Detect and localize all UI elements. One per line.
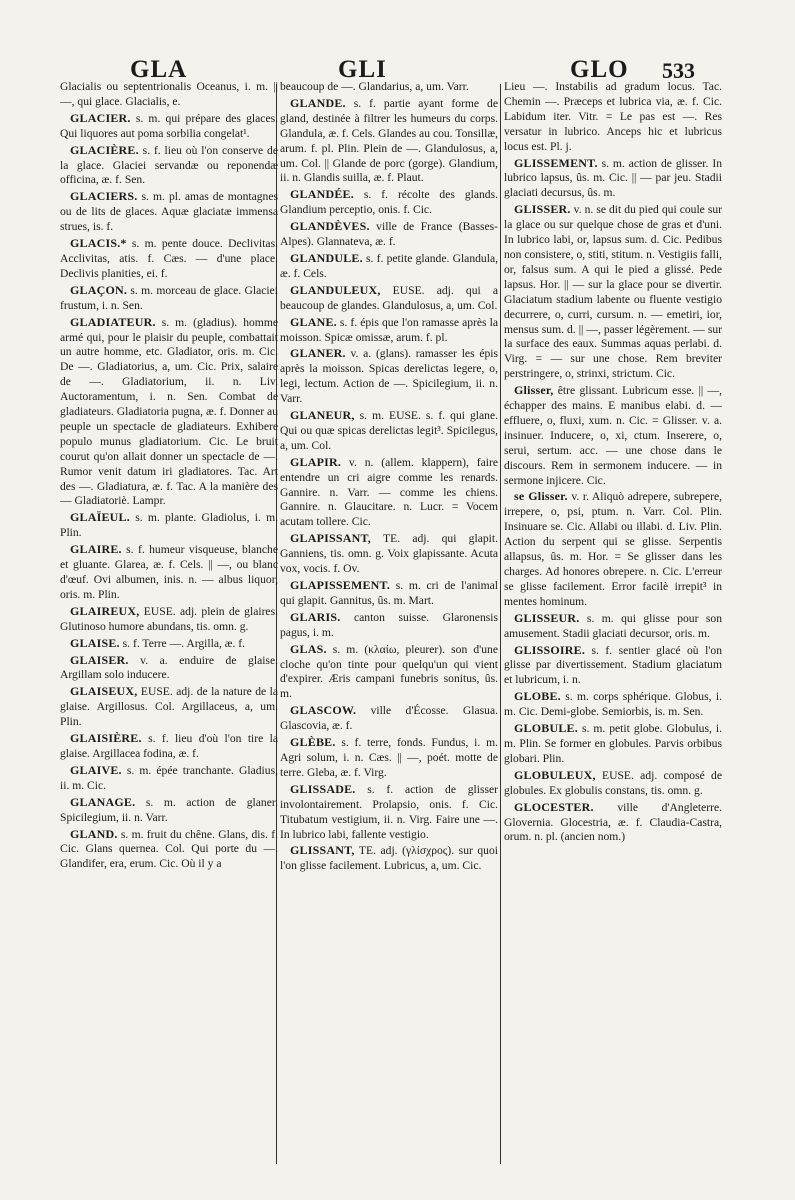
entry-headword: GLANDULE. <box>290 250 363 265</box>
entry-headword: GLAPISSEMENT. <box>290 578 391 592</box>
dictionary-entry <box>280 735 498 781</box>
dictionary-entry <box>60 510 278 541</box>
entry-headword: GLAIVE. <box>70 762 122 777</box>
entry-text: EUSE. adj. composé de globules. Ex globulis constans, tis. omn. g. <box>504 768 722 797</box>
dictionary-entry <box>280 283 498 314</box>
entry-text: s. m. EUSE. s. f. qui glane. Qui ou quæ spicas derelictas legit³. Spicilegus, a, um. Col. <box>280 409 498 452</box>
entry-text: s. m. qui glisse pour son amusement. Stadii glaciati decursor, oris. m. <box>504 611 722 640</box>
column-middle <box>280 80 498 1170</box>
left-guide-word: GLA <box>130 56 188 83</box>
entry-text: s. f. récolte des glands. Glandium perceptio, onis. f. Cic. <box>280 188 498 217</box>
dictionary-entry <box>60 653 278 684</box>
entry-headword: GLANDE. <box>290 95 346 110</box>
entry-headword: GLADIATEUR. <box>70 314 156 329</box>
dictionary-entry <box>60 604 278 635</box>
entry-text: s. m. pl. amas de montagnes ou de lits de glaces. Aquæ glaciatæ immensa strues, is. f. <box>60 190 278 234</box>
entry-text: s. m. plante. Gladiolus, i. m. Plin. <box>60 511 278 540</box>
entry-text: s. m. corps sphérique. Globus, i. m. Cic. Demi-globe. Semiorbis, is. m. Sen. <box>504 690 722 719</box>
entry-headword: GLAIREUX, <box>70 603 140 618</box>
entry-text: ville de France (Basses-Alpes). Glannateva, æ. f. <box>280 220 498 249</box>
dictionary-entry <box>504 156 722 202</box>
entry-text: canton suisse. Glaronensis pagus, i. m. <box>280 610 498 639</box>
dictionary-entry <box>280 80 498 95</box>
dictionary-entry <box>280 531 498 577</box>
entry-headword: GLACIÈRE. <box>70 142 139 157</box>
entry-headword: GLANE. <box>290 314 337 329</box>
dictionary-entry <box>280 642 498 703</box>
entry-text: EUSE. adj. qui a beaucoup de glandes. Glandulosus, a, um. Col. <box>280 283 498 312</box>
dictionary-entry <box>60 731 278 762</box>
entry-text: beaucoup de —. Glandarius, a, um. Varr. <box>280 80 469 93</box>
dictionary-entry <box>60 684 278 730</box>
dictionary-entry <box>280 578 498 609</box>
entry-headword: GLOBE. <box>514 689 561 704</box>
dictionary-entry <box>280 703 498 734</box>
entry-text: s. m. action de glaner. Spicilegium, ii. n. Varr. <box>60 795 278 824</box>
dictionary-entry <box>280 96 498 186</box>
dictionary-entry <box>504 768 722 799</box>
dictionary-entry <box>60 763 278 794</box>
entry-text: s. m. morceau de glace. Glaciei frustum, i. n. Sen. <box>60 283 278 312</box>
entry-text: v. n. se dit du pied qui coule sur la glace ou sur quelque chose de gras et d'uni. In lubrico labi, or, lapsus sum. d. Cic. Pedibus non consistere, o, stiti, stitum. n. Vestigiis falli, or, falsus sum. A qui le pied a glissé. Pede lapsus. Hor. || — sur la glace pour se divertir. Glaciatum stadium labente ou fluente vestigio decurrere, o, curri, cursum. n. — emetiri, ior, mensus sum. d. || —, passer légèrement. — sur la surface des eaux. Summas aquas perlabi. d. Virg. = — sur une chose. Rem breviter perstringere, o, strinxi, strictum. Cic. <box>504 203 722 381</box>
entry-headword: GLANDÉE. <box>290 187 354 202</box>
dictionary-entry <box>280 782 498 843</box>
dictionary-entry <box>280 187 498 218</box>
entry-text: s. f. petite glande. Glandula, æ. f. Cels. <box>280 251 498 280</box>
dictionary-entry <box>60 80 278 110</box>
entry-text: être glissant. Lubricum esse. || —, échapper des mains. E manibus elabi. d. — effluere, o, fluxi, xum. n. Cic. = Glisser. v. a. insinuer. Inducere, o, xi, ctum. Inserere, o, serui, sertum. acc. — une chose dans le discours. Rem in sermonem inducere. — in sermone injicere. Cic. <box>504 384 722 487</box>
entry-headword: GLISSEUR. <box>514 610 580 625</box>
entry-text: s. f. partie ayant forme de gland, destinée à filtrer les humeurs du corps. Glandula, æ. f. Cels. Glandes au cou. Tonsillæ, arum. f. pl. Plin. Plein de —. Glandulosus, a, um. Col. || Glande de porc (gorge). Glandium, ii. n. Glandis suilla, æ. f. Plaut. <box>280 96 498 185</box>
entry-headword: GLISSOIRE. <box>514 642 586 657</box>
entry-text: Lieu —. Instabilis ad gradum locus. Tac. Chemin —. Præceps et lubrica via, æ. f. Cic. Labidum iter. Vitr. = Le pas est —. Res versatur in lubrico. Anceps hic et lubricus locus est. Pl. j. <box>504 80 722 153</box>
dictionary-entry <box>60 542 278 603</box>
entry-headword: GLOBULEUX, <box>514 767 596 782</box>
entry-text: ville d'Angleterre. Glovernia. Glocestria, æ. f. Claudia-Castra, orum. n. pl. (ancien nom.) <box>504 800 722 844</box>
dictionary-entry <box>280 346 498 407</box>
entry-text: EUSE. adj. plein de glaires. Glutinoso humore abundans, tis. omn. g. <box>60 604 278 633</box>
dictionary-entry <box>60 143 278 189</box>
dictionary-entry <box>280 315 498 346</box>
dictionary-entry <box>60 636 278 652</box>
dictionary-entry <box>504 689 722 720</box>
entry-headword: GLISSER. <box>514 202 571 217</box>
entry-headword: GLAPISSANT, <box>290 531 371 546</box>
entry-text: EUSE. adj. de la nature de la glaise. Argillosus. Col. Argillaceus, a, um. Plin. <box>60 685 278 729</box>
entry-text: s. m. fruit du chêne. Glans, dis. f. Cic. Glans quernea. Col. Qui porte du —. Glandifer, era, erum. Cic. Où il y a <box>60 827 278 871</box>
dictionary-entry <box>504 611 722 642</box>
dictionary-entry <box>280 455 498 531</box>
entry-text: v. r. Aliquò adrepere, subrepere, irrepere, o, psi, ptum. n. Varr. Col. Plin. Insinuare se. Cic. Allabi ou illabi. d. Liv. Plin. Action du serpent qui se glisse. Serpentis allapsus, ûs. m. Hor. = Se glisser dans les charges. Ad honores obrepere. n. Cic. L'erreur se glisse facilement. Error facilè irrepit³ in mentes hominum. <box>504 490 722 608</box>
center-guide-word: GLI <box>338 56 387 83</box>
entry-headword: GLAÏEUL. <box>70 510 130 525</box>
entry-text: s. m. cri de l'animal qui glapit. Gannitus, ûs. m. Mart. <box>280 579 498 607</box>
dictionary-entry <box>280 843 498 874</box>
dictionary-entry <box>504 202 722 382</box>
column-right <box>504 80 722 1170</box>
dictionary-entry <box>280 251 498 282</box>
entry-text: v. a. enduire de glaise. Argillam solo inducere. <box>60 653 278 682</box>
entry-headword: GLAIRE. <box>70 542 122 557</box>
column-left <box>60 80 278 1170</box>
entry-text: s. m. petit globe. Globulus, i. m. Plin. Se former en globules. Parvis orbibus globari. Plin. <box>504 722 722 765</box>
entry-headword: GLOCESTER. <box>514 799 594 814</box>
dictionary-entry <box>280 219 498 250</box>
entry-text: s. m. qui prépare des glaces. Qui liquores aut poma sorbilia congelat¹. <box>60 111 278 140</box>
entry-text: s. f. lieu d'où l'on tire la glaise. Argillacea fodina, æ. f. <box>60 732 278 760</box>
entry-text: s. m. action de glisser. In lubrico lapsus, ûs. m. Cic. || — par jeu. Stadii glaciati decursus, ûs. m. <box>504 156 722 200</box>
entry-text: s. m. épée tranchante. Gladius, ii. m. Cic. <box>60 763 278 792</box>
entry-headword: GLAISEUX, <box>70 684 138 699</box>
entry-headword: GLASCOW. <box>290 703 357 718</box>
dictionary-entry <box>504 80 722 155</box>
entry-headword: GLAISIÈRE. <box>70 731 142 746</box>
dictionary-entry <box>60 827 278 873</box>
dictionary-entry <box>280 408 498 454</box>
dictionary-entry <box>504 489 722 609</box>
entry-text: Glacialis ou septentrionalis Oceanus, i. m. || —, qui glace. Glacialis, e. <box>60 80 278 108</box>
entry-headword: GLISSADE. <box>290 781 356 796</box>
entry-text: s. f. action de glisser involontairement. Prolapsio, onis. f. Cic. Titubatum vestigium, ii. n. Virg. Faire une —. In lubrico labi, fallente vestigio. <box>280 782 498 841</box>
entry-headword: GLAÇON. <box>70 282 128 297</box>
entry-headword: GLANDÈVES. <box>290 219 370 234</box>
entry-headword: GLISSEMENT. <box>514 155 598 170</box>
entry-text: s. f. sentier glacé où l'on glisse par divertissement. Stadium glaciatum et lubricum, i. n. <box>504 643 722 687</box>
entry-headword: GLAS. <box>290 641 327 656</box>
dictionary-entry <box>504 643 722 689</box>
entry-text: s. m. (gladius). homme armé qui, pour le plaisir du peuple, combattait un autre homme, etc. Gladiator, oris. m. Cic. De —. Gladiatorius, a, um. Cic. Prix, salaire de —. Gladiatorium, ii. n. Liv. Auctoramentum, i. n. Sen. Combat de gladiateurs. Gladiatoria pugna, æ. f. Donner au peuple un spectacle de gladiateurs. Exhibere populo munus gladiatorium. Cic. Le bruit courut qu'on allait donner un spectacle de —. Rumor venit datum iri gladiatores. Tac. Art des —. Gladiatura, æ. f. Tac. A la manière des — Gladiatoriè. Lampr. <box>60 315 278 508</box>
entry-text: v. n. (allem. klappern), faire entendre un cri aigre comme les renards. Gannire. n. Varr. — comme les chiens. Gannire. n. Glaucitare. n. Lucr. = Vocem acutam tollere. Cic. <box>280 455 498 529</box>
dictionary-entry <box>60 315 278 510</box>
entry-headword: GLANAGE. <box>70 794 136 809</box>
entry-text: TE. adj. qui glapit. Ganniens, tis. omn. g. Voix glapissante. Acuta vox, vocis. f. Ov. <box>280 532 498 576</box>
entry-text: s. m. (κλαίω, pleurer). son d'une cloche qu'on tinte pour quelqu'un qui vient d'expirer. Æris campani funebris sonitus, ûs. m. <box>280 642 498 701</box>
entry-headword: GLOBULE. <box>514 721 578 736</box>
entry-text: s. f. Terre —. Argilla, æ. f. <box>119 636 246 650</box>
entry-headword: se Glisser. <box>514 489 568 504</box>
entry-text: s. f. terre, fonds. Fundus, i. m. Agri solum, i. n. Cæs. || —, poét. motte de terre. Gleba, æ. f. Virg. <box>280 736 498 779</box>
entry-headword: GLANDULEUX, <box>290 282 381 297</box>
entry-text: s. f. humeur visqueuse, blanche et gluante. Glarea, æ. f. Cels. || —, ou blanc d'œuf. Ovi albumen, inis. n. — albus liquor, oris. m. Plin. <box>60 543 278 601</box>
entry-headword: GLANEUR, <box>290 408 355 423</box>
column-divider <box>500 84 501 1164</box>
entry-headword: Glisser, <box>514 383 554 398</box>
entry-text: s. m. pente douce. Declivitas. Acclivitas, atis. f. Cæs. — d'une place. Declivis planities, ei. f. <box>60 237 278 280</box>
entry-headword: GLAND. <box>70 826 118 841</box>
dictionary-entry <box>60 189 278 235</box>
entry-text: ville d'Écosse. Glasua. Glascovia, æ. f. <box>280 704 498 733</box>
entry-headword: GLAPIR. <box>290 454 342 469</box>
entry-headword: GLANER. <box>290 346 346 361</box>
entry-headword: GLAISE. <box>70 635 120 650</box>
entry-headword: GLACIERS. <box>70 189 138 204</box>
dictionary-entry <box>504 800 722 846</box>
entry-headword: GLACIS.* <box>70 236 127 251</box>
entry-headword: GLAISER. <box>70 652 129 667</box>
dictionary-entry <box>504 721 722 767</box>
dictionary-entry <box>280 610 498 641</box>
entry-headword: GLISSANT, <box>290 843 355 858</box>
right-guide-word: GLO <box>570 56 629 83</box>
entry-text: TE. adj. (γλίσχρος). sur quoi l'on glisse facilement. Lubricus, a, um. Cic. <box>280 844 498 873</box>
dictionary-entry <box>60 111 278 142</box>
dictionary-entry <box>504 383 722 488</box>
dictionary-entry <box>60 236 278 282</box>
entry-text: s. f. épis que l'on ramasse après la moisson. Spicæ omissæ, arum. f. pl. <box>280 315 498 344</box>
entry-text: s. f. lieu où l'on conserve de la glace. Glaciei servandæ ou reponendæ officina, æ. f. Sen. <box>60 143 278 187</box>
entry-text: v. a. (glans). ramasser les épis après la moisson. Spicas derelictas legere, o, legi, lectum. Action de —. Spicilegium, ii. n. Varr. <box>280 347 498 406</box>
entry-headword: GLACIER. <box>70 110 131 125</box>
entry-headword: GLÈBE. <box>290 735 336 750</box>
dictionary-entry <box>60 795 278 826</box>
dictionary-entry <box>60 283 278 314</box>
entry-headword: GLARIS. <box>290 609 341 624</box>
page-number: 533 <box>662 58 695 83</box>
